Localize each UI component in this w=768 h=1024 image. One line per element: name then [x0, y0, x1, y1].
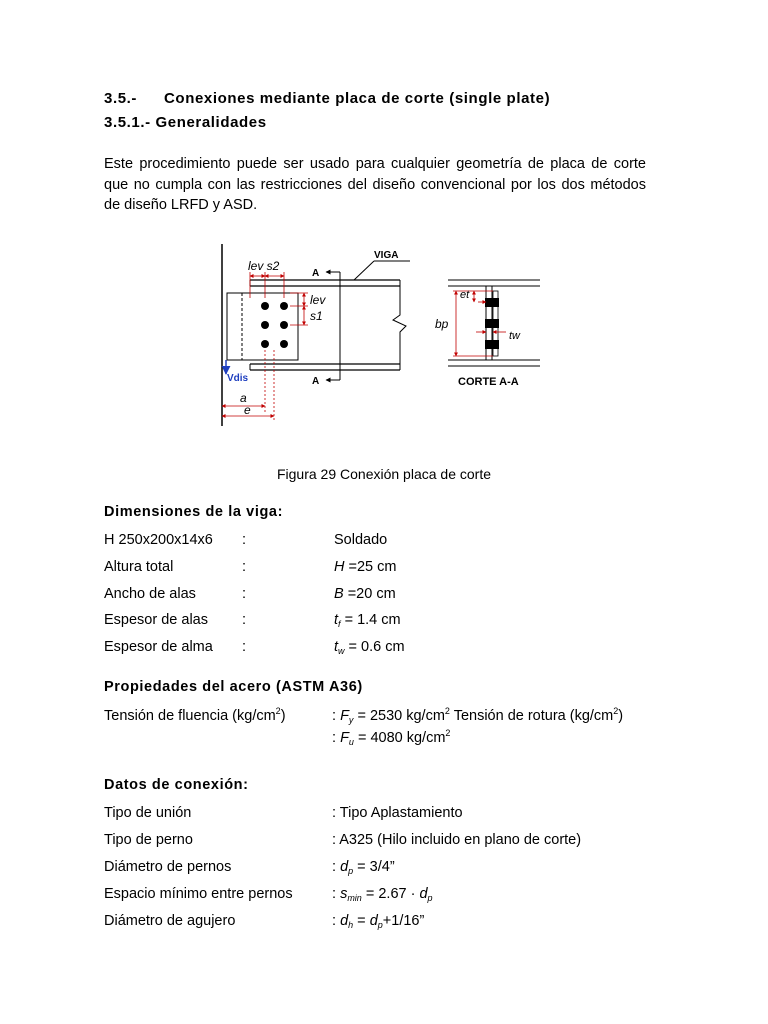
figure-caption: Figura 29 Conexión placa de corte — [276, 466, 492, 482]
viga-label: VIGA — [374, 250, 399, 261]
tw-label: tw — [509, 330, 520, 342]
bp-label: bp — [435, 317, 449, 331]
section-a-bottom: A — [312, 376, 320, 387]
subsection-heading: 3.5.1.- Generalidades — [104, 114, 267, 131]
lev-label: lev — [310, 293, 326, 307]
beam-section-title: Dimensiones de la viga: — [104, 504, 283, 520]
connection-figure — [200, 240, 560, 430]
section-number: 3.5.- — [104, 90, 138, 107]
section-heading — [104, 90, 550, 107]
section-title: Conexiones mediante placa de corte (single plate) — [164, 90, 551, 107]
connection-section-title: Datos de conexión: — [104, 777, 249, 793]
s1-label: s1 — [310, 309, 323, 323]
vdis-label: Vdis — [227, 373, 249, 384]
section-a-top: A — [312, 268, 320, 279]
e-dim-label: e — [244, 403, 251, 417]
intro-paragraph: Este procedimiento puede ser usado para cualquier geometría de placa de corte que no cumpla con las restricciones del diseño convencional por los dos métodos de diseño LRFD y ASD. — [104, 156, 646, 213]
steel-section-title: Propiedades del acero (ASTM A36) — [104, 679, 363, 695]
corte-label: CORTE A-A — [458, 376, 519, 388]
lev-s2-label: lev s2 — [248, 259, 280, 273]
bolt-group — [261, 302, 288, 348]
a-dim-label: a — [240, 391, 247, 405]
et-label: et — [460, 289, 470, 301]
